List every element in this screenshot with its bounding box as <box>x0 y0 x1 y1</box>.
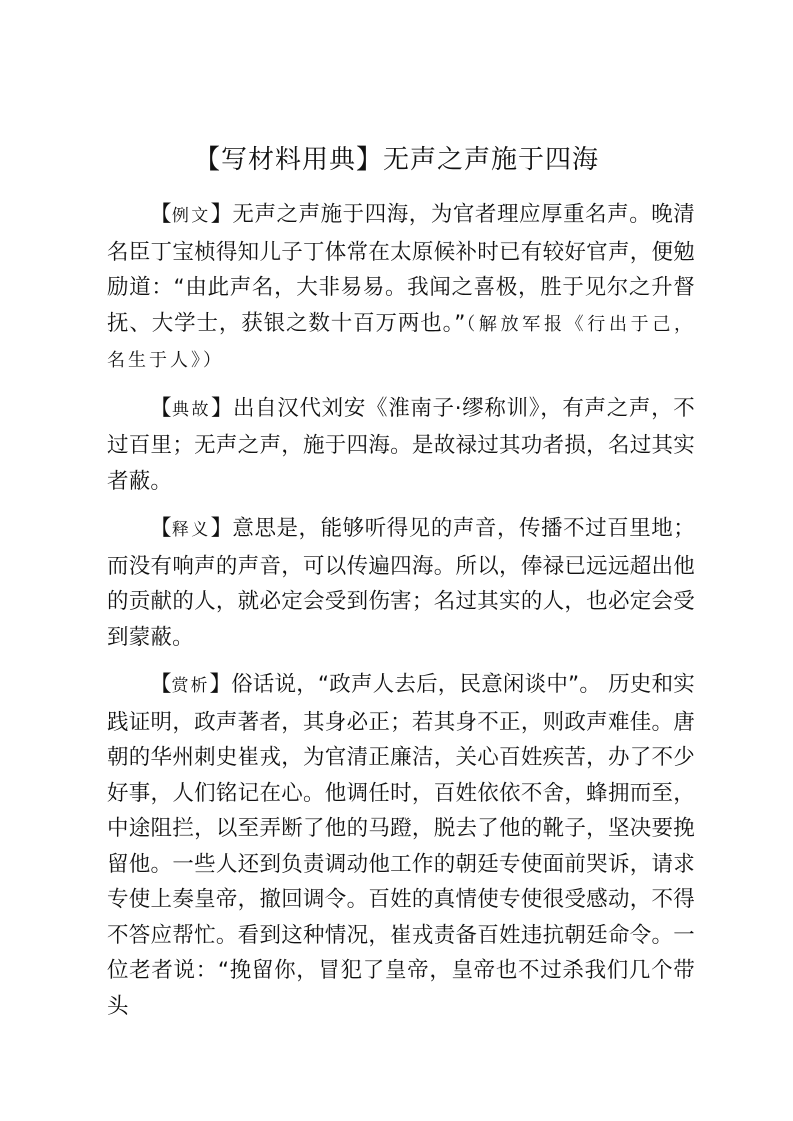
section-tag-label: 释义 <box>171 520 211 540</box>
paragraph-allusion <box>107 391 695 500</box>
section-tag-meaning: 【释义】 <box>150 516 233 541</box>
paragraph-meaning <box>107 511 695 655</box>
paragraph-text: 出自汉代刘安《淮南子·缪称训》，有声之声，不过百里；无声之声，施于四海。是故禄过其功者损，名过其实者蔽。 <box>107 395 695 494</box>
source-citation: （解放军报《行出于己，名生于人》） <box>107 313 695 371</box>
section-tag-label: 赏析 <box>171 676 210 696</box>
section-tag-label: 例文 <box>171 206 211 226</box>
document-body <box>107 197 695 1036</box>
paragraph-text: 意思是，能够听得见的声音，传播不过百里地；而没有响声的声音，可以传遍四海。所以，俸禄已远远超出他的贡献的人，就必定会受到伤害；名过其实的人，也必定会受到蒙蔽。 <box>107 516 696 650</box>
section-tag-label: 典故 <box>171 399 211 420</box>
section-tag-example: 【例文】 <box>150 202 233 227</box>
paragraph-example <box>107 197 695 379</box>
section-tag-appreciation: 【赏析】 <box>150 672 232 697</box>
paragraph-appreciation <box>107 667 695 1024</box>
page-title: 【写材料用典】无声之声施于四海 <box>193 145 599 175</box>
paragraph-text: 俗话说，“政声人去后，民意闲谈中”。 历史和实践证明，政声著者，其身必正；若其身不正，则政声难佳。唐朝的华州刺史崔戎，为官清正廉洁，关心百姓疾苦，办了不少好事，人们铭记在心。他调任时，百姓依依不舍，蜂拥而至，中途阻拦，以至弄断了他的马蹬，脱去了他的靴子，坚决要挽留他。一些人还到负责调动他工作的朝廷专使面前哭诉，请求专使上奏皇帝，撤回调令。百姓的真情使专使很受感动，不得不答应帮忙。看到这种情况，崔戎责备百姓违抗朝廷命令。一位老者说：“挽留你，冒犯了皇帝，皇帝也不过杀我们几个带头 <box>107 672 695 1019</box>
paragraph-text: 无声之声施于四海，为官者理应厚重名声。晚清名臣丁宝桢得知儿子丁体常在太原候补时已有较好官声，便勉励道：“由此声名，大非易易。我闻之喜极，胜于见尔之升督抚、大学士，获银之数十百万两也。” <box>107 202 696 336</box>
section-tag-allusion: 【典故】 <box>150 395 233 421</box>
